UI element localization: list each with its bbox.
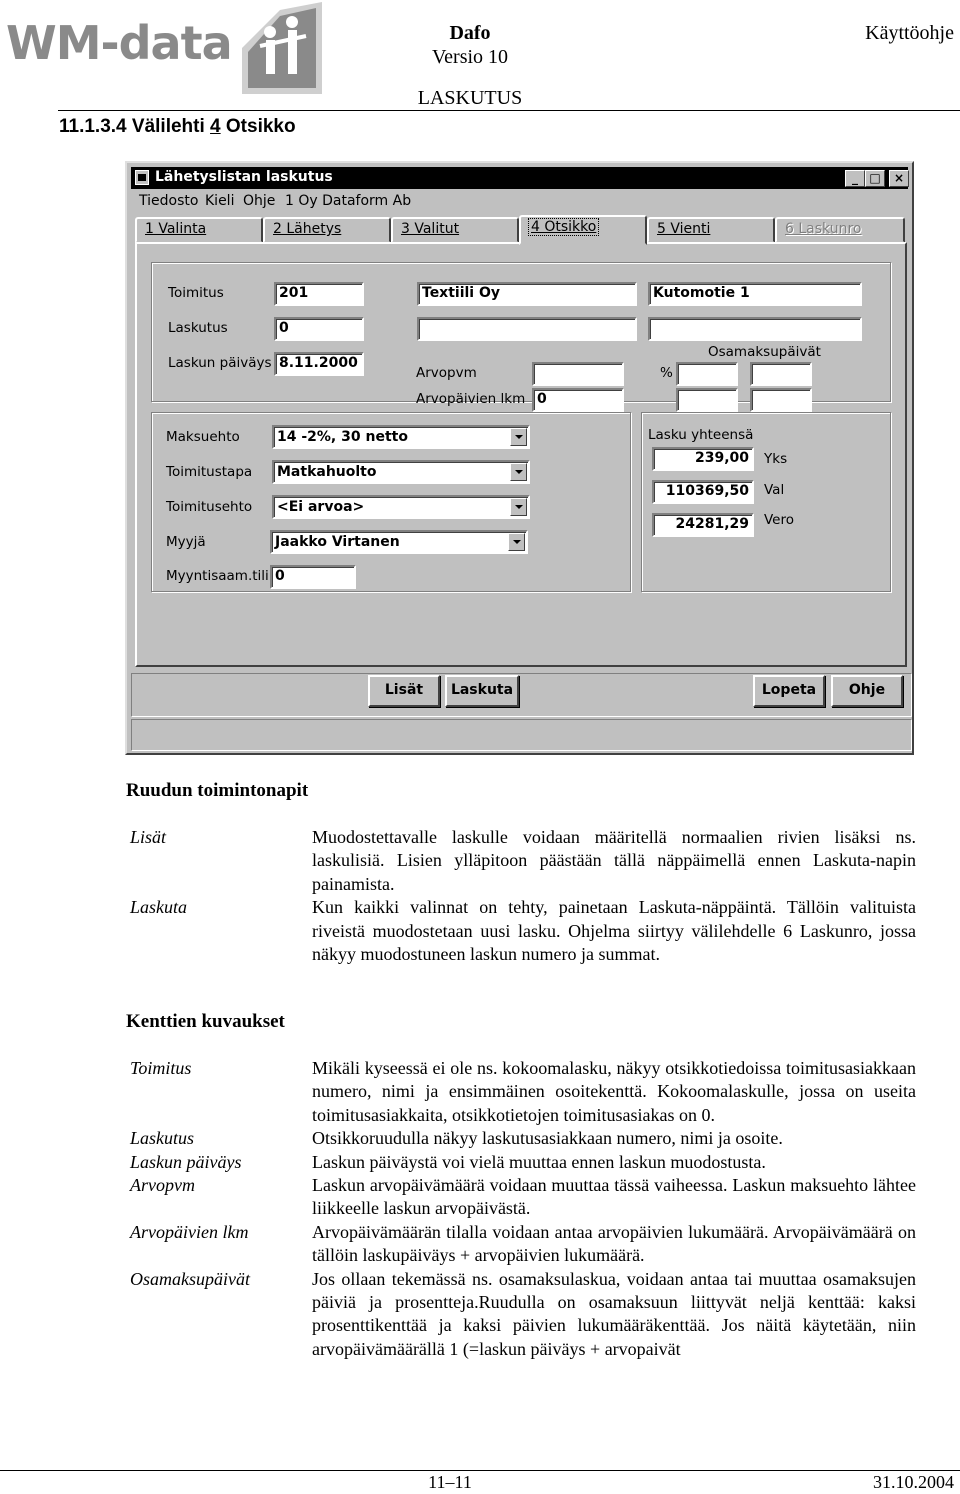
doc-type: Käyttöohje bbox=[865, 22, 954, 44]
toimitusehto-select[interactable] bbox=[272, 495, 530, 519]
term-laskun-paivays: Laskun päiväys bbox=[130, 1151, 242, 1172]
tab-label: 5 Vienti bbox=[657, 221, 711, 237]
window-title: Lähetyslistan laskutus bbox=[155, 169, 333, 185]
toimitustapa-select[interactable] bbox=[272, 460, 530, 484]
term-laskutus: Laskutus bbox=[130, 1128, 195, 1149]
tab-valitut[interactable] bbox=[391, 217, 519, 243]
chevron-down-icon[interactable] bbox=[508, 533, 525, 551]
tab-label: 2 Lähetys bbox=[273, 221, 342, 237]
group-lasku-yhteensa bbox=[641, 412, 891, 592]
toimitus-name-field[interactable]: Textiili Oy bbox=[417, 282, 637, 306]
desc-laskutus: Otsikkoruudulla näkyy laskutusasiakkaan numero, nimi ja osoite. bbox=[312, 1128, 783, 1149]
term-laskuta: Laskuta bbox=[130, 897, 188, 918]
lopeta-button[interactable]: Lopeta bbox=[753, 675, 825, 707]
heading-kenttien-kuvaukset: Kenttien kuvaukset bbox=[126, 1011, 285, 1032]
desc-laskun-paivays: Laskun päiväystä voi vielä muuttaa ennen laskun muodostusta. bbox=[312, 1151, 766, 1172]
term-arvopaivien-lkm: Arvopäivien lkm bbox=[130, 1221, 249, 1242]
label-osamaksupaivat: Osamaksupäivät bbox=[708, 344, 821, 360]
laskutus-dialog bbox=[125, 161, 914, 755]
footer-rule bbox=[0, 1470, 960, 1471]
title-bar[interactable] bbox=[131, 167, 908, 189]
term-osamaksupaivat: Osamaksupäivät bbox=[130, 1268, 250, 1289]
group-asiakas bbox=[151, 262, 891, 407]
logo-figures-icon bbox=[240, 2, 324, 94]
group-ehdot bbox=[151, 412, 631, 592]
desc-osamaksupaivat: Jos ollaan tekemässä ns. osamaksulaskua, voidaan antaa tai muuttaa osamaksujen päiviä ja prosentteja.Ruudulla on osamaksuun liittyvät neljä kenttää: kaksi prosenttikenttää ja kaksi päivien lukumääräkenttää. Jos näitä käytetään, niin arvopäivämäärällä 1 (=laskun päiväys + arvopaivät bbox=[312, 1268, 916, 1359]
close-icon[interactable]: × bbox=[889, 170, 909, 187]
product-version: Versio 10 bbox=[431, 46, 509, 68]
term-arvopvm: Arvopvm bbox=[130, 1175, 195, 1196]
laskutus-number-field[interactable]: 0 bbox=[274, 317, 364, 341]
status-bar bbox=[131, 719, 912, 751]
chevron-down-icon[interactable] bbox=[510, 498, 527, 516]
menu-kieli[interactable]: Kieli bbox=[205, 193, 235, 209]
heading-ruudun-toimintonapit: Ruudun toimintonapit bbox=[126, 780, 309, 801]
toimitustapa-value: Matkahuolto bbox=[277, 464, 377, 480]
tab-label: 4 Otsikko bbox=[531, 219, 597, 235]
tab-laskunro bbox=[775, 217, 905, 243]
paivays-field[interactable]: 8.11.2000 bbox=[274, 352, 364, 376]
label-myyntisaam: Myyntisaam.tili bbox=[166, 568, 269, 584]
label-yks: Yks bbox=[764, 451, 788, 467]
desc-lisat: Muodostettavalle laskulle voidaan määritellä normaalien rivien lisäksi ns. laskulisiä. Lisien ylläpitoon päästään tällä näppäimellä ennen Laskuta-napin painamista. bbox=[312, 827, 916, 894]
definition-row bbox=[126, 1151, 916, 1174]
chevron-down-icon[interactable] bbox=[510, 428, 527, 446]
desc-arvopvm: Laskun arvopäivämäärä voidaan muuttaa tässä vaiheessa. Laskun maksuehto lähtee liikkeelle laskun arvopäivästä. bbox=[312, 1175, 916, 1219]
desc-arvopaivien-lkm: Arvopäivämäärän tilalla voidaan antaa arvopäivien lukumäärä. Arvopäivämäärä on tällöin laskupäiväys + arvopäivien lukumäärä. bbox=[312, 1221, 916, 1266]
footer-date: 31.10.2004 bbox=[873, 1472, 954, 1492]
osamaksu-percent-2-field[interactable] bbox=[750, 362, 812, 386]
module-name: LASKUTUS bbox=[417, 87, 523, 109]
toimitusehto-value: <Ei arvoa> bbox=[277, 499, 365, 515]
maksuehto-value: 14 -2%, 30 netto bbox=[277, 429, 408, 445]
arvopvm-field[interactable] bbox=[532, 362, 624, 386]
toimitus-number-field[interactable]: 201 bbox=[274, 282, 364, 306]
kentat-list bbox=[126, 1057, 916, 1361]
section-heading bbox=[59, 116, 296, 138]
menu-company[interactable]: 1 Oy Dataform Ab bbox=[285, 193, 412, 209]
label-paivays: Laskun päiväys bbox=[168, 355, 272, 371]
header-rule bbox=[58, 110, 960, 111]
tab-panel-otsikko bbox=[135, 242, 907, 667]
definition-row bbox=[126, 1268, 916, 1362]
section-tab-number: 4 bbox=[210, 116, 221, 137]
definition-row bbox=[126, 1127, 916, 1150]
yks-total-field: 239,00 bbox=[652, 447, 754, 471]
label-lasku-yhteensa: Lasku yhteensä bbox=[648, 427, 754, 443]
label-toimitus: Toimitus bbox=[168, 285, 224, 301]
myyja-select[interactable] bbox=[270, 530, 528, 554]
osamaksu-days-2-field[interactable] bbox=[750, 388, 812, 412]
label-vero: Vero bbox=[764, 512, 795, 528]
laskutus-name-field[interactable] bbox=[417, 317, 637, 341]
laskutus-address-field[interactable] bbox=[648, 317, 862, 341]
tab-label: 6 Laskunro bbox=[785, 221, 862, 237]
label-laskutus: Laskutus bbox=[168, 320, 228, 336]
ohje-button[interactable]: Ohje bbox=[831, 675, 903, 707]
osamaksu-percent-1-field[interactable] bbox=[676, 362, 738, 386]
label-maksuehto: Maksuehto bbox=[166, 429, 240, 445]
logo-text: WM-data bbox=[6, 16, 232, 70]
definition-row bbox=[126, 1174, 916, 1221]
label-val: Val bbox=[764, 482, 785, 498]
definition-row bbox=[126, 826, 916, 896]
tab-otsikko[interactable] bbox=[519, 215, 647, 245]
menu-ohje[interactable]: Ohje bbox=[243, 193, 276, 209]
maksuehto-select[interactable] bbox=[272, 425, 530, 449]
laskuta-button[interactable]: Laskuta bbox=[445, 675, 519, 707]
definition-row bbox=[126, 1057, 916, 1127]
osamaksu-days-1-field[interactable] bbox=[676, 388, 738, 412]
myyntisaam-field[interactable]: 0 bbox=[270, 565, 356, 589]
term-toimitus: Toimitus bbox=[130, 1058, 192, 1078]
tab-lahetys[interactable] bbox=[263, 217, 391, 243]
wm-data-logo bbox=[6, 2, 322, 94]
maximize-icon[interactable]: □ bbox=[865, 170, 885, 187]
section-name: Otsikko bbox=[220, 116, 296, 137]
desc-laskuta: Kun kaikki valinnat on tehty, painetaan Laskuta-näppäintä. Tällöin valituista riveistä muodostetaan uusi lasku. Ohjelma siirtyy välilehdelle 6 Laskunro, jossa näkyy muodostuneen laskun numero ja summat. bbox=[312, 897, 916, 965]
minimize-icon[interactable]: _ bbox=[845, 170, 865, 187]
tab-label: 3 Valitut bbox=[401, 221, 460, 237]
tab-label: 1 Valinta bbox=[145, 221, 207, 237]
myyja-value: Jaakko Virtanen bbox=[275, 534, 400, 550]
val-total-field: 110369,50 bbox=[652, 480, 754, 504]
toimitus-address-field[interactable]: Kutomotie 1 bbox=[648, 282, 862, 306]
toimintonapit-list bbox=[126, 826, 916, 966]
app-icon bbox=[135, 170, 149, 185]
tab-strip bbox=[135, 217, 907, 243]
desc-toimitus: Mikäli kyseessä ei ole ns. kokoomalasku, näkyy otsikkotiedoissa toimitusasiakkaan numero, nimi ja ensimmäinen osoitekenttä. Kokoomalaskulle, jossa on useita toimitusasiakkaita, otsikkotietojen toimitusasiakas on 0. bbox=[312, 1058, 916, 1125]
term-lisat: Lisät bbox=[130, 827, 167, 847]
label-myyja: Myyjä bbox=[166, 534, 206, 550]
label-arvopaivien-lkm: Arvopäivien lkm bbox=[416, 391, 526, 407]
arvopaivien-lkm-field[interactable]: 0 bbox=[532, 388, 624, 412]
lisat-button[interactable]: Lisät bbox=[368, 675, 440, 707]
label-toimitusehto: Toimitusehto bbox=[166, 499, 253, 515]
section-number: 11.1.3.4 Välilehti bbox=[59, 116, 211, 137]
page-number: 11–11 bbox=[428, 1472, 472, 1492]
tab-valinta[interactable] bbox=[135, 217, 263, 243]
definition-row bbox=[126, 896, 916, 966]
label-arvopvm: Arvopvm bbox=[416, 365, 477, 381]
product-name: Dafo bbox=[449, 22, 491, 44]
menu-tiedosto[interactable]: Tiedosto bbox=[139, 193, 199, 209]
label-percent: % bbox=[660, 365, 673, 381]
label-toimitustapa: Toimitustapa bbox=[166, 464, 253, 480]
tab-vienti[interactable] bbox=[647, 217, 775, 243]
chevron-down-icon[interactable] bbox=[510, 463, 527, 481]
vero-total-field: 24281,29 bbox=[652, 513, 754, 537]
definition-row bbox=[126, 1221, 916, 1268]
